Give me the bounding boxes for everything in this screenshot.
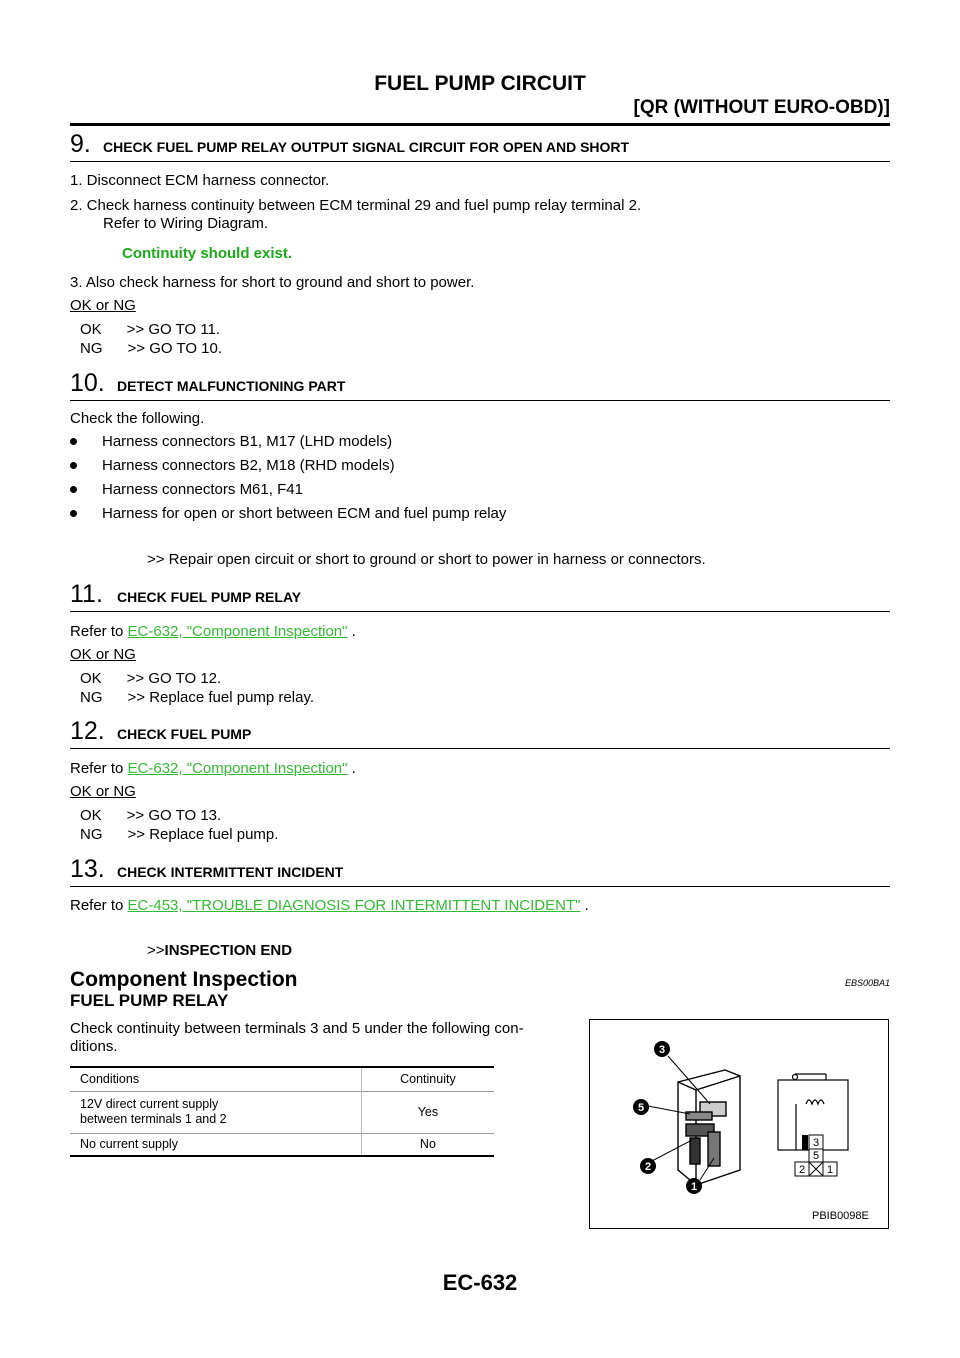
cell-line: between terminals 1 and 2: [80, 1112, 227, 1126]
period-text: .: [580, 897, 589, 914]
table-header-cell: Continuity: [361, 1067, 494, 1091]
step-title: CHECK FUEL PUMP RELAY: [117, 589, 302, 605]
terminal-1-label: 1: [826, 1164, 834, 1176]
table-header-cell: Conditions: [80, 1072, 140, 1087]
callout-3-text: 3: [658, 1044, 666, 1056]
section-code: EBS00BA1: [844, 978, 890, 988]
page-header-subtitle: [QR (WITHOUT EURO-OBD)]: [633, 97, 890, 118]
bullet-icon: [70, 462, 77, 469]
table-row: [70, 1091, 494, 1133]
table-cell: No current supply: [80, 1137, 178, 1152]
callout-1-text: 1: [690, 1181, 698, 1193]
step-number: 11.: [70, 580, 103, 608]
step-9-heading: [70, 129, 890, 162]
step-13-end: [147, 942, 292, 960]
step-10-intro: Check the following.: [70, 410, 205, 427]
step-9-spec: Continuity should exist.: [122, 245, 293, 262]
end-prefix: >>: [147, 942, 165, 959]
step-9-line-3: 3. Also check harness for short to ground and short to power.: [70, 274, 475, 291]
step-12-refer: [70, 760, 356, 778]
step-12-ng: NG >> Replace fuel pump.: [80, 826, 279, 843]
terminal-1-blade: [708, 1132, 720, 1166]
step-title: DETECT MALFUNCTIONING PART: [117, 378, 346, 394]
step-number: 13.: [70, 855, 105, 883]
component-inspection-link[interactable]: EC-632, "Component Inspection": [127, 760, 348, 777]
step-13-heading: [70, 854, 890, 887]
inspection-end-text: INSPECTION END: [164, 942, 293, 959]
page-header-title: FUEL PUMP CIRCUIT: [374, 72, 586, 95]
table-cell: Yes: [361, 1091, 494, 1133]
step-number: 12.: [70, 717, 105, 745]
step-11-heading: [70, 579, 890, 612]
terminal-3-label: 3: [812, 1137, 820, 1149]
callout-2-text: 2: [644, 1161, 652, 1173]
coil-icon: [806, 1100, 824, 1104]
terminal-5-blade: [686, 1112, 712, 1120]
step-title: CHECK FUEL PUMP RELAY OUTPUT SIGNAL CIRCUIT FOR OPEN AND SHORT: [103, 139, 630, 155]
relay-figure: [589, 1019, 889, 1229]
list-item: Harness connectors B2, M18 (RHD models): [102, 457, 395, 474]
step-9-ng: NG >> GO TO 10.: [80, 340, 223, 357]
bullet-icon: [70, 486, 77, 493]
bullet-icon: [70, 438, 77, 445]
terminal-blade: [690, 1138, 700, 1164]
step-number: 10.: [70, 369, 105, 397]
step-13-refer: [70, 897, 589, 915]
refer-text: Refer to: [70, 897, 128, 914]
terminal-marker: [802, 1135, 808, 1150]
callout-5-text: 5: [637, 1102, 645, 1114]
step-9-ok: OK >> GO TO 11.: [80, 321, 221, 338]
component-inspection-link[interactable]: EC-632, "Component Inspection": [127, 623, 348, 640]
cell-line: 12V direct current supply: [80, 1097, 219, 1111]
table-cell: [70, 1091, 361, 1133]
step-number: 9.: [70, 130, 91, 158]
relay-illustration: [590, 1020, 888, 1228]
page-number: EC-632: [442, 1270, 518, 1295]
table-header-row: [70, 1067, 494, 1091]
step-9-line-2b: Refer to Wiring Diagram.: [103, 215, 269, 232]
table-row: [70, 1133, 494, 1156]
list-item: Harness for open or short between ECM and fuel pump relay: [102, 505, 507, 522]
step-11-ok: OK >> GO TO 12.: [80, 670, 222, 687]
table-cell: No: [361, 1133, 494, 1156]
step-title: CHECK FUEL PUMP: [117, 726, 252, 742]
list-item: Harness connectors M61, F41: [102, 481, 303, 498]
step-9-ok-or-ng: OK or NG: [70, 297, 136, 314]
period-text: .: [347, 760, 356, 777]
component-desc-line-1: Check continuity between terminals 3 and 5 under the following con-: [70, 1020, 524, 1037]
header-rule: [70, 123, 890, 126]
bullet-icon: [70, 510, 77, 517]
component-inspection-title: Component Inspection: [70, 968, 298, 991]
intermittent-incident-link[interactable]: EC-453, "TROUBLE DIAGNOSIS FOR INTERMITTENT INCIDENT": [127, 897, 581, 914]
step-12-heading: [70, 716, 890, 749]
step-10-action: >> Repair open circuit or short to ground or short to power in harness or connectors.: [147, 551, 706, 568]
list-item: Harness connectors B1, M17 (LHD models): [102, 433, 393, 450]
step-11-ng: NG >> Replace fuel pump relay.: [80, 689, 315, 706]
step-12-ok: OK >> GO TO 13.: [80, 807, 222, 824]
step-11-ok-or-ng: OK or NG: [70, 646, 136, 663]
continuity-table: [70, 1066, 494, 1157]
step-11-refer: [70, 623, 356, 641]
component-desc-line-2: ditions.: [70, 1038, 118, 1055]
step-12-ok-or-ng: OK or NG: [70, 783, 136, 800]
period-text: .: [347, 623, 356, 640]
switch-pivot: [793, 1075, 798, 1080]
figure-code: PBIB0098E: [812, 1210, 869, 1222]
fuel-pump-relay-subtitle: FUEL PUMP RELAY: [70, 991, 229, 1010]
terminal-2-label: 2: [798, 1164, 806, 1176]
refer-text: Refer to: [70, 623, 128, 640]
terminal-5-label: 5: [812, 1150, 820, 1162]
step-9-line-2: 2. Check harness continuity between ECM terminal 29 and fuel pump relay terminal 2.: [70, 197, 642, 214]
step-title: CHECK INTERMITTENT INCIDENT: [117, 864, 344, 880]
step-10-heading: [70, 368, 890, 401]
refer-text: Refer to: [70, 760, 128, 777]
step-9-line-1: 1. Disconnect ECM harness connector.: [70, 172, 330, 189]
